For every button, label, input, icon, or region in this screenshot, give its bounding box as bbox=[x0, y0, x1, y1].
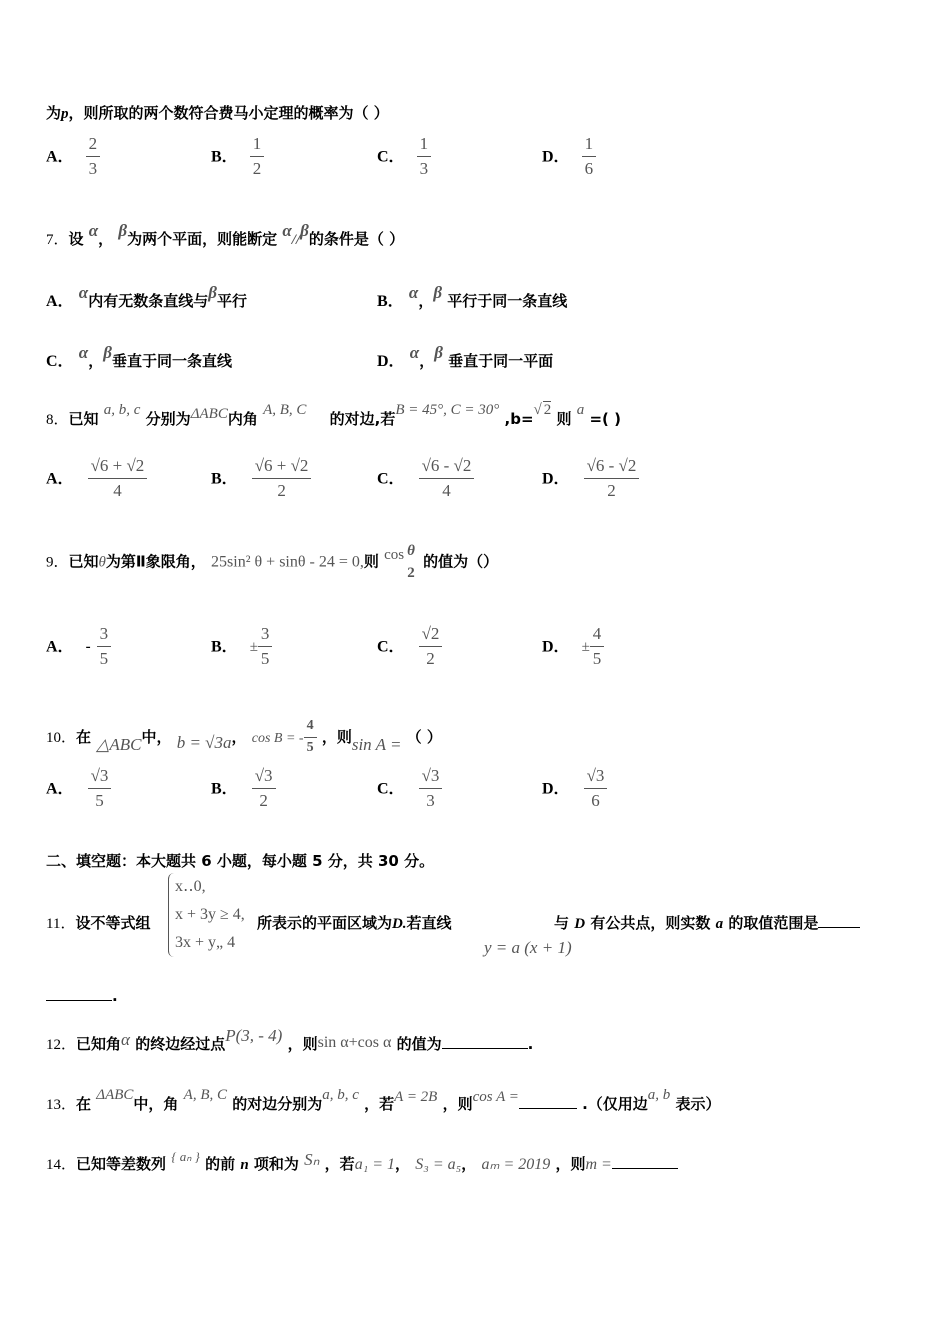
q7-option-d[interactable]: D． α，β 垂直于同一平面 bbox=[377, 343, 554, 370]
q14-answer-blank[interactable] bbox=[612, 1154, 678, 1169]
q8-option-d[interactable]: D． $\frac{√6 - √2}{2}$ bbox=[542, 456, 639, 502]
section-heading: 二、填空题：本大题共 6 小题，每小题 5 分，共 30 分。 bbox=[46, 852, 435, 870]
q11-answer-blank[interactable]: . bbox=[46, 986, 118, 1005]
q7-option-a[interactable]: A． α内有无数条直线与β平行 bbox=[46, 283, 247, 310]
q8-option-b[interactable]: B． $\frac{√6 + √2}{2}$ bbox=[211, 456, 311, 502]
q9-stem: 9．已知θ为第Ⅱ象限角， 25sin² θ + sinθ - 24 = 0,则 cos θ 2 的值为（） bbox=[46, 543, 499, 581]
q14-stem: 14．已知等差数列 { aₙ } 的前 n 项和为 Sₙ ，若a₁ = 1， S₃ = a₅， aₘ = 2019 ，则m = bbox=[46, 1153, 678, 1174]
q10-option-c[interactable]: C． $\frac{√3}{3}$ bbox=[377, 766, 442, 812]
q12-stem: 12．已知角α 的终边经过点P(3, - 4) ，则sin α+cos α 的值为 . bbox=[46, 1026, 534, 1053]
q8-option-c[interactable]: C． $\frac{√6 - √2}{4}$ bbox=[377, 456, 474, 502]
q6-option-d[interactable]: D． $\frac{1}{6}$ bbox=[542, 134, 596, 180]
q11-line-equation: y = a (x + 1) bbox=[484, 938, 572, 957]
q13-stem: 13．在 ΔABC中，角 A, B, C 的对边分别为a, b, c ，若A = 2B ，则cos A = .（仅用边a, b 表示） bbox=[46, 1087, 721, 1113]
q6-option-a[interactable]: A． $\frac{2}{3}$ bbox=[46, 134, 100, 180]
q8-option-a[interactable]: A． $\frac{√6 + √2}{4}$ bbox=[46, 456, 147, 502]
q11-stem: 11．设不等式组 所表示的平面区域为D.若直线 与 D 有公共点，则实数 a 的取值范围是 bbox=[46, 912, 860, 933]
q9-option-c[interactable]: C． $\frac{√2}{2}$ bbox=[377, 624, 442, 670]
q6-stem-tail: 为p，则所取的两个数符合费马小定理的概率为（ ） bbox=[46, 104, 389, 122]
q11-inequality-system: x‥0, x + 3y ≥ 4, 3x + y„ 4 bbox=[168, 873, 245, 957]
q12-answer-blank[interactable] bbox=[442, 1034, 528, 1049]
q8-stem: 8．已知 a, b, c 分别为ΔABC内角 A, B, C 的对边,若B = 45°, C = 30° ,b=√ 2 则 a =( ) bbox=[46, 402, 621, 428]
q7-stem: 7．设 α， β为两个平面，则能断定 α//β的条件是（ ） bbox=[46, 221, 405, 248]
q10-option-d[interactable]: D． $\frac{√3}{6}$ bbox=[542, 766, 607, 812]
q13-answer-blank[interactable] bbox=[519, 1094, 577, 1109]
q9-option-d[interactable]: D． ± $\frac{4}{5}$ bbox=[542, 624, 604, 670]
q9-option-b[interactable]: B． ± $\frac{3}{5}$ bbox=[211, 624, 272, 670]
q9-option-a[interactable]: A． - $\frac{3}{5}$ bbox=[46, 624, 111, 670]
q6-option-c[interactable]: C． $\frac{1}{3}$ bbox=[377, 134, 431, 180]
q10-option-a[interactable]: A． $\frac{√3}{5}$ bbox=[46, 766, 111, 812]
q10-stem: 10．在 △ABC中， b = √3a， cos B = - $\frac{4}{5}$ ，则sin A = （ ） bbox=[46, 718, 442, 755]
q6-option-b[interactable]: B． $\frac{1}{2}$ bbox=[211, 134, 264, 180]
q7-option-b[interactable]: B． α，β 平行于同一条直线 bbox=[377, 283, 568, 310]
q10-option-b[interactable]: B． $\frac{√3}{2}$ bbox=[211, 766, 276, 812]
q7-option-c[interactable]: C． α，β垂直于同一条直线 bbox=[46, 343, 232, 370]
